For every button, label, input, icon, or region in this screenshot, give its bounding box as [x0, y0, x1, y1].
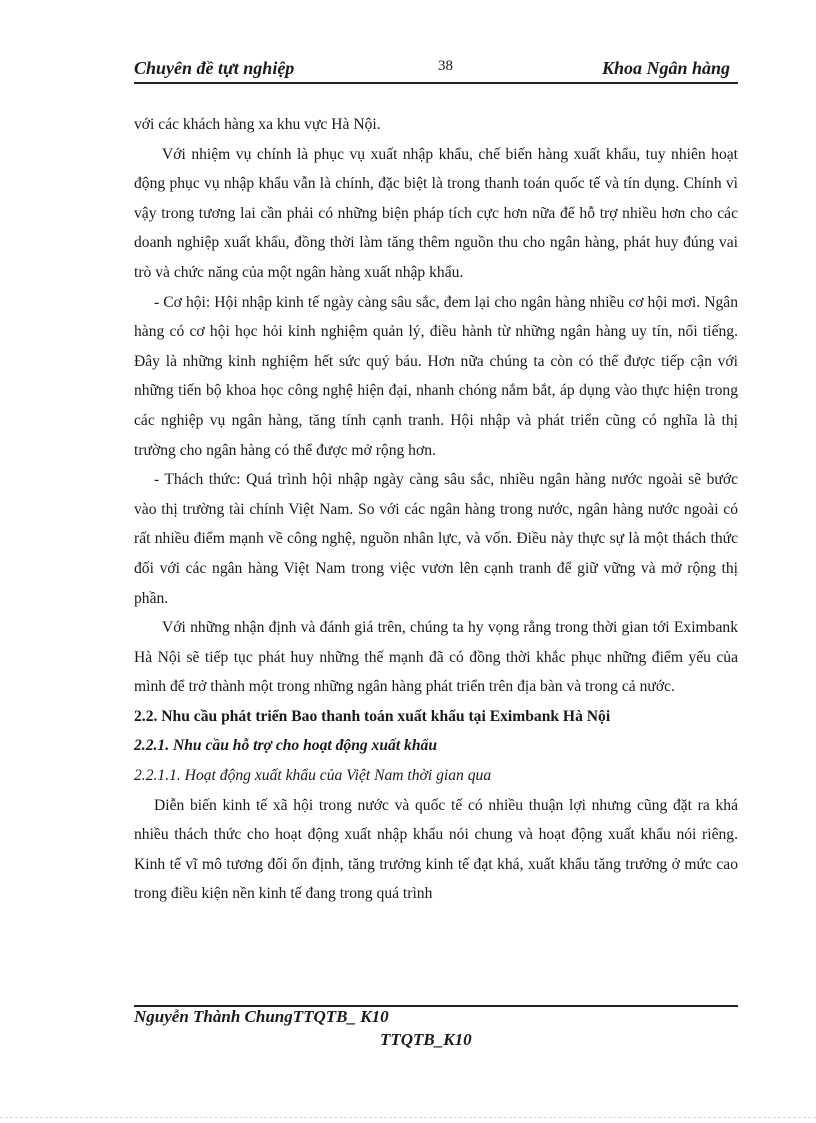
- paragraph-mission: Với nhiệm vụ chính là phục vụ xuất nhập khẩu, chế biến hàng xuất khẩu, tuy nhiên hoạt động phục vụ nhập khẩu vẫn là chính, đặc biệt là trong thanh toán quốc tế và tín dụng. Chính vì vậy trong tương lai cần phải có những biện pháp tích cực hơn nữa để hỗ trợ nhiều hơn cho các doanh nghiệp xuất khẩu, đồng thời làm tăng thêm nguồn thu cho ngân hàng, phát huy đúng vai trò và chức năng của một ngân hàng xuất nhập khẩu.: [134, 145, 738, 281]
- paragraph-continuation: với các khách hàng xa khu vực Hà Nội.: [134, 116, 381, 133]
- section-heading-2-2: 2.2. Nhu cầu phát triển Bao thanh toán xuất khẩu tại Eximbank Hà Nội: [134, 707, 611, 725]
- paragraph-outlook: Với những nhận định và đánh giá trên, chúng ta hy vọng rằng trong thời gian tới Eximbank Hà Nội sẽ tiếp tục phát huy những thế mạnh đã có đồng thời khắc phục những điểm yếu của mình để trở thành một trong những ngân hàng phát triển trên địa bàn và trong cả nước.: [134, 619, 738, 696]
- page-number: 38: [438, 58, 453, 74]
- section-heading-2-2-1: 2.2.1. Nhu cầu hỗ trợ cho hoạt động xuất khẩu: [134, 737, 437, 755]
- section-heading-2-2-1-1: 2.2.1.1. Hoạt động xuất khẩu của Việt Nam thời gian qua: [134, 767, 492, 785]
- paragraph-export-activity: Diễn biến kinh tế xã hội trong nước và quốc tế có nhiều thuận lợi nhưng cũng đặt ra khá nhiều thách thức cho hoạt động xuất nhập khẩu nói chung và hoạt động xuất khẩu nói riêng. Kinh tế vĩ mô tương đối ổn định, tăng trưởng kinh tế đạt khá, xuất khẩu tăng trưởng ở mức cao trong điều kiện nền kinh tế đang trong quá trình: [134, 796, 738, 903]
- header-left-title: Chuyên đề tựt nghiệp: [134, 58, 295, 78]
- page-bottom-edge: [0, 1117, 816, 1118]
- document-body: [134, 110, 738, 909]
- footer-author: Nguyễn Thành ChungTTQTB_ K10: [134, 1007, 389, 1026]
- paragraph-challenge: - Thách thức: Quá trình hội nhập ngày càng sâu sắc, nhiều ngân hàng nước ngoài sẽ bước vào thị trường tài chính Việt Nam. So với các ngân hàng trong nước, ngân hàng nước ngoài có rất nhiều điểm mạnh về công nghệ, nguồn nhân lực, và vốn. Điều này thực sự là một thách thức đối với các ngân hàng Việt Nam trong việc vươn lên cạnh tranh để giữ vững và mở rộng thị phần.: [134, 471, 738, 607]
- footer-class-code: TTQTB_K10: [380, 1030, 472, 1049]
- paragraph-opportunity: - Cơ hội: Hội nhập kinh tế ngày càng sâu sắc, đem lại cho ngân hàng nhiều cơ hội mơi. Ngân hàng có cơ hội học hỏi kinh nghiệm quản lý, điều hành từ những ngân hàng uy tín, nổi tiếng. Đây là những kinh nghiệm hết sức quý báu. Hơn nữa chúng ta còn có thể được tiếp cận với những tiến bộ khoa học công nghệ hiện đại, nhanh chóng nắm bắt, áp dụng vào thực hiện trong các nghiệp vụ ngân hàng, tăng tính cạnh tranh. Hội nhập và phát triển cũng có nghĩa là thị trường cho ngân hàng có thể được mở rộng hơn.: [134, 293, 738, 459]
- header-right-title: Khoa Ngân hàng: [601, 58, 730, 78]
- page-header: [134, 56, 738, 84]
